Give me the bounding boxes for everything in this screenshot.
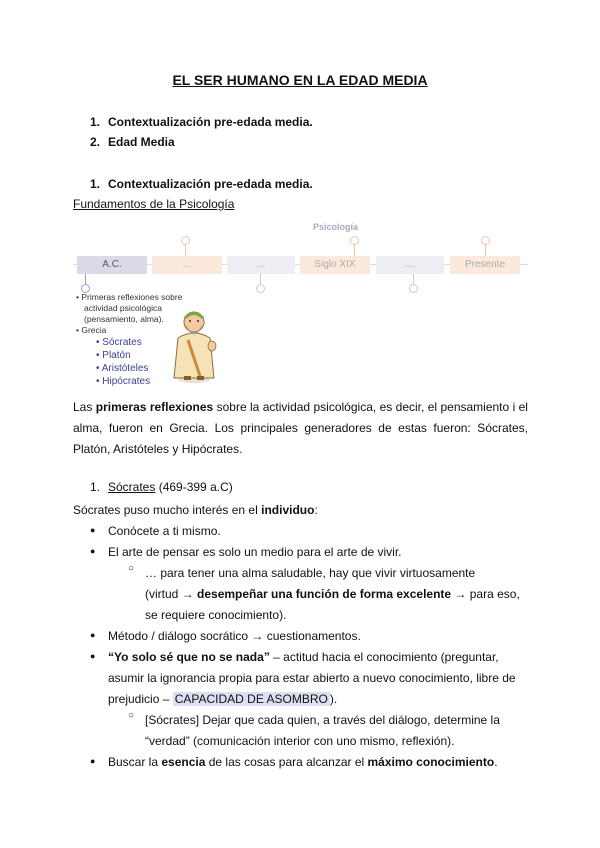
note-line: actividad psicológica	[84, 303, 162, 313]
timeline-connector	[354, 244, 355, 256]
sub-bullet-circle: ○	[128, 710, 135, 721]
page-title: EL SER HUMANO EN LA EDAD MEDIA	[172, 72, 428, 88]
bullet-item: Conócete a ti mismo.	[108, 524, 221, 538]
timeline-box: A.C.	[77, 256, 147, 274]
timeline-notes	[76, 292, 182, 336]
timeline-box: Siglo XIX	[300, 256, 370, 274]
timeline-connector	[185, 244, 186, 256]
bullet-dot: ●	[90, 651, 96, 661]
toc-number: 2.	[90, 135, 101, 149]
note-line: • Primeras reflexiones sobre	[76, 292, 183, 302]
section-heading	[90, 177, 313, 191]
sub-bullet-item: [Sócrates] Dejar que cada quien, a través del diálogo, determine la “verdad” (comunicación interior con uno mismo, reflexión).	[145, 713, 500, 748]
socrates-lead: Sócrates puso mucho interés en el individuo:	[73, 503, 318, 517]
philosopher-item: • Sócrates	[96, 337, 142, 348]
bullet-dot: ●	[90, 756, 96, 766]
bullet-item: Método / diálogo socrático → cuestionamentos.	[108, 629, 361, 643]
note-line: (pensamiento, alma).	[84, 314, 164, 324]
timeline-box: ....	[376, 256, 444, 274]
highlight-text: CAPACIDAD DE ASOMBRO	[174, 692, 328, 706]
timeline-box: ...	[227, 256, 295, 274]
philosopher-item: • Platón	[96, 350, 131, 361]
philosopher-illustration	[168, 306, 220, 384]
note-line: • Grecia	[76, 325, 107, 335]
sub-bullet-circle: ○	[128, 563, 135, 574]
toc-label: Contextualización pre-edada media.	[108, 115, 313, 129]
toc-item	[90, 115, 313, 129]
timeline-connector	[260, 274, 261, 284]
timeline-marker	[256, 284, 265, 293]
bullet-item: El arte de pensar es solo un medio para el arte de vivir.	[108, 545, 402, 559]
section-label: Contextualización pre-edada media.	[108, 177, 313, 191]
timeline-header: Psicología	[313, 222, 359, 232]
bullet-item: “Yo solo sé que no se nada” – actitud hacia el conocimiento (preguntar, asumir la ignorancia propia para estar abierto a nuevo conocimiento, libre de prejudicio – CAPACIDAD DE ASOMBRO ).	[108, 650, 516, 706]
intro-paragraph: Las primeras reflexiones sobre la actividad psicológica, es decir, el pensamiento i el alma, fueron en Grecia. Los principales generadores de estas fueron: Sócrates, Platón, Aristóteles y Hipócrates.	[73, 400, 528, 456]
bullet-item: Buscar la esencia de las cosas para alcanzar el máximo conocimiento.	[108, 755, 498, 769]
socrates-heading: 1. Sócrates (469-399 a.C)	[90, 480, 233, 494]
section-number: 1.	[90, 177, 101, 191]
philosopher-item: • Hipócrates	[96, 376, 151, 387]
toc-number: 1.	[90, 115, 101, 129]
bullet-dot: ●	[90, 525, 96, 535]
socrates-name: Sócrates	[108, 480, 156, 494]
timeline-connector	[85, 274, 86, 284]
timeline-box: ...	[152, 256, 222, 274]
toc-label: Edad Media	[108, 135, 175, 149]
toc-item	[90, 135, 175, 149]
sub-bullet-item: … para tener una alma saludable, hay que vivir virtuosamente (virtud → desempeñar una función de forma excelente → para eso, se requiere conocimiento).	[145, 566, 520, 622]
timeline-connector	[413, 274, 414, 284]
timeline-marker	[409, 284, 418, 293]
timeline-connector	[485, 244, 486, 256]
subheading: Fundamentos de la Psicología	[73, 197, 235, 211]
bullet-dot: ●	[90, 546, 96, 556]
philosopher-list	[96, 336, 150, 388]
bullet-dot: ●	[90, 630, 96, 640]
timeline-box: Presente	[450, 256, 520, 274]
philosopher-item: • Aristóteles	[96, 363, 149, 374]
